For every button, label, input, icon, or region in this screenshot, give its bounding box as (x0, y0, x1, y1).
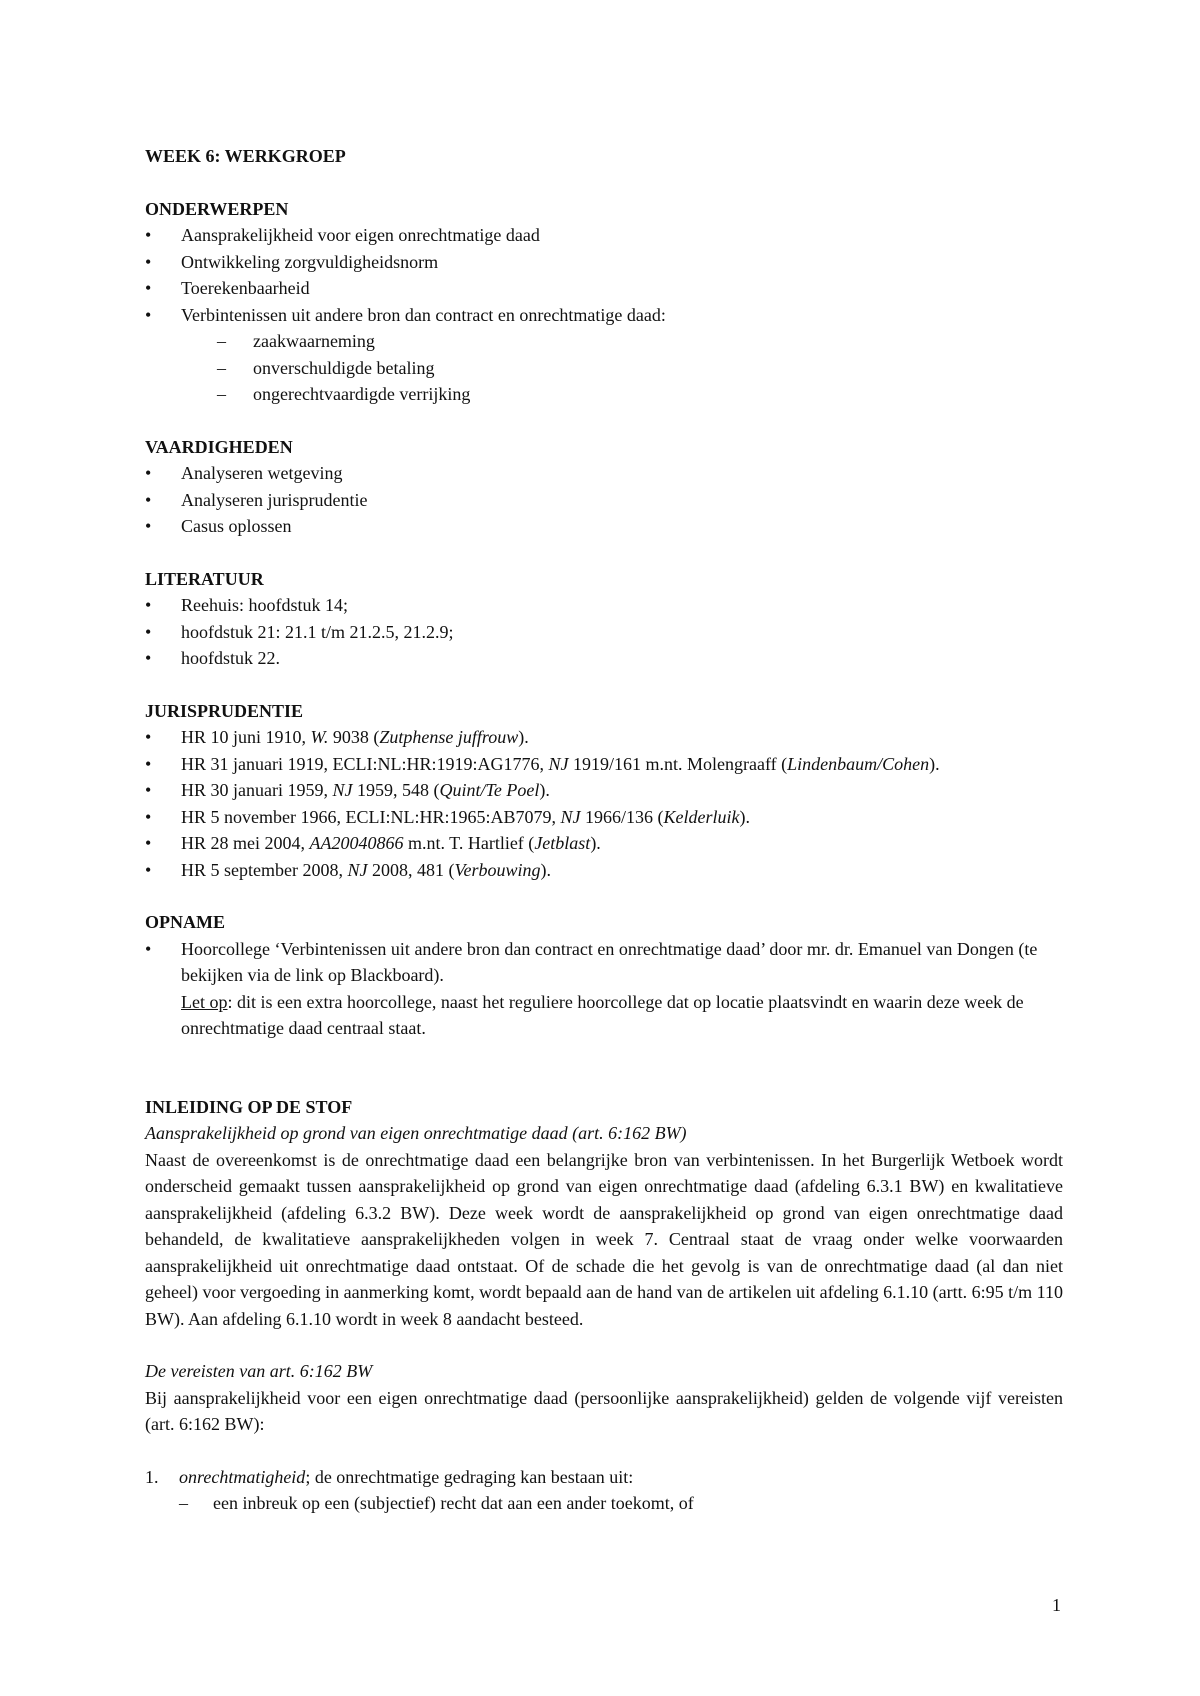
note-text: : dit is een extra hoorcollege, naast het reguliere hoorcollege dat op locatie plaatsvindt en waarin deze week de onrechtmatige daad centraal staat. (181, 991, 1024, 1038)
paragraph-vereisten: Bij aansprakelijkheid voor een eigen onrechtmatige daad (persoonlijke aansprakelijkheid) gelden de volgende vijf vereisten (art. 6:162 BW): (145, 1387, 1063, 1434)
opname-text: Hoorcollege ‘Verbintenissen uit andere bron dan contract en onrechtmatige daad’ door mr. dr. Emanuel van Dongen (te bekijken via de link op Blackboard). (181, 938, 1038, 985)
case-source: NJ (548, 753, 569, 774)
case-text: HR 30 januari 1959, (181, 780, 333, 800)
opname-list (145, 936, 1063, 1042)
requirement-number: 1. (145, 1466, 159, 1487)
section-inleiding (145, 1094, 1063, 1517)
case-text: HR 31 januari 1919, ECLI:NL:HR:1919:AG1776, (181, 753, 549, 774)
document-page (145, 143, 1063, 1517)
subheading-aansprakelijkheid: Aansprakelijkheid op grond van eigen onrechtmatige daad (art. 6:162 BW) (145, 1123, 687, 1143)
case-item (145, 724, 1063, 751)
list-item: • Reehuis: hoofdstuk 14; (145, 592, 1063, 619)
list-item-text: Verbintenissen uit andere bron dan contract en onrechtmatige daad: (181, 304, 666, 325)
heading-jurisprudentie: JURISPRUDENTIE (145, 700, 304, 721)
jurisprudentie-list (145, 724, 1063, 883)
case-name: Verbouwing (454, 859, 541, 880)
section-literatuur (145, 566, 1063, 672)
case-text: ). (590, 833, 601, 853)
case-source: NJ (347, 859, 368, 880)
case-text: 2008, 481 ( (367, 859, 455, 880)
sub-list-item: – zaakwaarneming (217, 328, 1063, 355)
case-item (145, 777, 1063, 804)
requirement-text: ; de onrechtmatige gedraging kan bestaan uit: (305, 1466, 634, 1487)
case-item (145, 751, 1063, 778)
list-item: • Ontwikkeling zorgvuldigheidsnorm (145, 249, 1063, 276)
list-item: • hoofdstuk 22. (145, 645, 1063, 672)
spacer (145, 1438, 1063, 1464)
section-vaardigheden (145, 434, 1063, 540)
subheading-vereisten: De vereisten van art. 6:162 BW (145, 1361, 373, 1381)
sub-list-item: – onverschuldigde betaling (217, 355, 1063, 382)
list-item: • Toerekenbaarheid (145, 275, 1063, 302)
list-item: • Analyseren wetgeving (145, 460, 1063, 487)
case-text: ). (539, 780, 550, 800)
case-text: ). (929, 753, 940, 774)
case-text: 1966/136 ( (580, 806, 664, 827)
case-text: HR 5 september 2008, (181, 859, 348, 880)
case-text: 1919/161 m.nt. Molengraaff ( (568, 753, 788, 774)
heading-opname: OPNAME (145, 912, 225, 932)
spacer (145, 1332, 1063, 1358)
case-name: Lindenbaum/Cohen (787, 753, 930, 774)
requirement-term: onrechtmatigheid (179, 1466, 306, 1487)
requirement-sublist (179, 1490, 1063, 1517)
requirement-item (145, 1464, 1063, 1517)
case-text: 9038 ( (328, 727, 380, 747)
case-item (145, 830, 1063, 857)
sub-list-item: – een inbreuk op een (subjectief) recht dat aan een ander toekomt, of (179, 1490, 1063, 1517)
case-name: Zutphense juffrouw (379, 727, 519, 747)
case-source: W. (310, 727, 329, 747)
case-name: Quint/Te Poel (439, 780, 540, 800)
case-text: HR 28 mei 2004, (181, 833, 310, 853)
list-item (145, 936, 1063, 1042)
case-item (145, 857, 1063, 884)
heading-literatuur: LITERATUUR (145, 568, 264, 589)
literatuur-list (145, 592, 1063, 672)
page-number: 1 (1052, 1595, 1061, 1615)
sub-list-item: – ongerechtvaardigde verrijking (217, 381, 1063, 408)
vaardigheden-list (145, 460, 1063, 540)
paragraph-inleiding: Naast de overeenkomst is de onrechtmatige daad een belangrijke bron van verbintenissen. In het Burgerlijk Wetboek wordt onderscheid gemaakt tussen aansprakelijkheid op grond van eigen onrechtmatige daad (afdeling 6.3.1 BW) en kwalitatieve aansprakelijkheid (afdeling 6.3.2 BW). Deze week wordt de aansprakelijkheid op grond van eigen onrechtmatige daad behandeld, de kwalitatieve aansprakelijkheden volgen in week 7. Centraal staat de vraag onder welke voorwaarden aansprakelijkheid uit onrechtmatige daad ontstaat. Of de schade die het gevolg is van de onrechtmatige daad (al dan niet geheel) voor vergoeding in aanmerking komt, wordt bepaald aan de hand van de artikelen uit afdeling 6.1.10 (artt. 6:95 t/m 110 BW). Aan afdeling 6.1.10 wordt in week 8 aandacht besteed. (145, 1149, 1063, 1329)
requirements-list (145, 1464, 1063, 1517)
case-name: Jetblast (534, 833, 591, 853)
case-text: ). (739, 806, 750, 827)
case-item (145, 804, 1063, 831)
case-name: Kelderluik (663, 806, 740, 827)
list-item: • Analyseren jurisprudentie (145, 487, 1063, 514)
list-item: • Casus oplossen (145, 513, 1063, 540)
section-opname (145, 909, 1063, 1042)
case-text: HR 5 november 1966, ECLI:NL:HR:1965:AB7079, (181, 806, 561, 827)
list-item: • hoofdstuk 21: 21.1 t/m 21.2.5, 21.2.9; (145, 619, 1063, 646)
document-title: WEEK 6: WERKGROEP (145, 146, 346, 166)
section-onderwerpen (145, 196, 1063, 408)
case-text: ). (518, 727, 529, 747)
list-item: • Aansprakelijkheid voor eigen onrechtmatige daad (145, 222, 1063, 249)
section-jurisprudentie (145, 698, 1063, 884)
heading-inleiding: INLEIDING OP DE STOF (145, 1096, 353, 1117)
onderwerpen-list (145, 222, 1063, 408)
case-text: 1959, 548 ( (352, 780, 440, 800)
case-source: AA20040866 (309, 833, 404, 853)
heading-onderwerpen: ONDERWERPEN (145, 198, 289, 219)
case-text: HR 10 juni 1910, (181, 727, 311, 747)
case-text: ). (540, 859, 551, 880)
heading-vaardigheden: VAARDIGHEDEN (145, 436, 293, 457)
case-text: m.nt. T. Hartlief ( (403, 833, 535, 853)
case-source: NJ (332, 780, 353, 800)
list-item (145, 302, 1063, 408)
onderwerpen-sublist (181, 328, 1063, 408)
note-label: Let op (181, 991, 228, 1012)
case-source: NJ (560, 806, 581, 827)
spacer (145, 1068, 1063, 1094)
